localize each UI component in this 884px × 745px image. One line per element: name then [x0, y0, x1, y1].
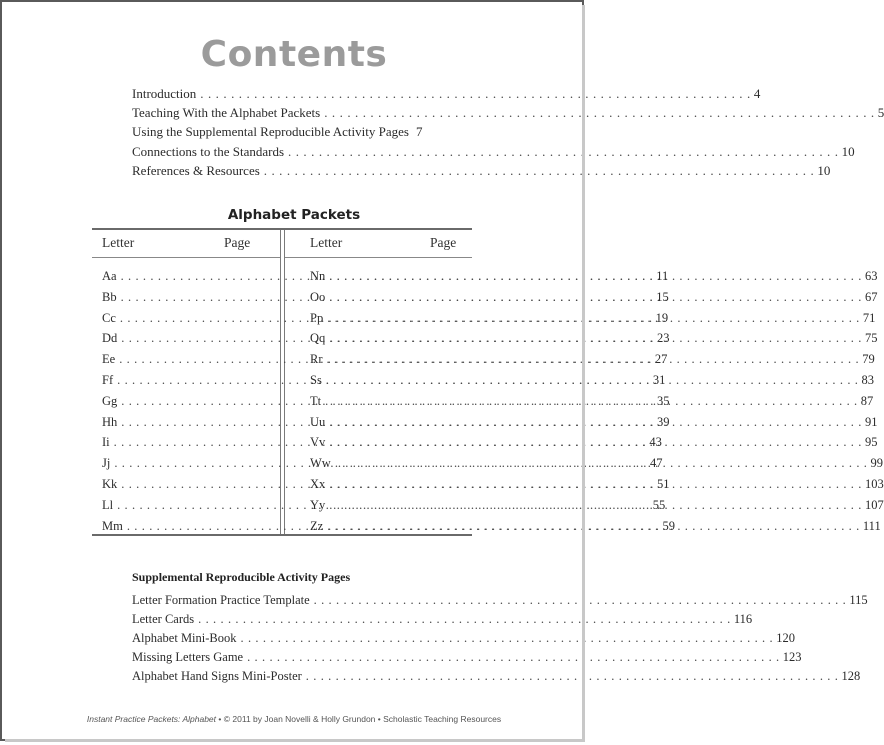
entry-label: Introduction [132, 86, 197, 101]
entry-label: Letter Cards [132, 612, 195, 626]
dot-leader [329, 495, 862, 516]
entry-page-number: 7 [415, 124, 423, 140]
contents-entry [132, 103, 884, 122]
dot-leader [335, 453, 868, 474]
entry-page-number: 115 [849, 593, 868, 607]
contents-entry [132, 142, 855, 161]
entry-label: Xx [310, 476, 326, 491]
entry-label: Alphabet Hand Signs Mini-Poster [132, 669, 302, 683]
entry-label: Ll [102, 497, 114, 512]
supplemental-entry [132, 610, 753, 629]
entry-page-number: 79 [862, 352, 875, 367]
entry-label: Ff [102, 372, 114, 387]
contents-entry [132, 122, 423, 141]
dot-leader [264, 161, 815, 180]
entry-label: Bb [102, 289, 117, 304]
entry-label: Mm [102, 518, 123, 533]
left-page-header: Page [224, 235, 251, 250]
entry-page-number: 23 [656, 331, 670, 346]
entry-label: Missing Letters Game [132, 650, 244, 664]
entry-page-number: 63 [864, 269, 878, 283]
supplemental-entry [132, 667, 861, 686]
entry-label: Ww [310, 456, 331, 471]
dot-leader [329, 474, 862, 495]
entry-label: Vv [310, 435, 326, 450]
dot-leader [247, 648, 780, 667]
entry-page-number: 15 [656, 289, 669, 304]
entry-label: References & Resources [132, 162, 260, 178]
dot-leader [306, 667, 839, 686]
dot-leader [329, 432, 862, 453]
dot-leader [326, 370, 859, 391]
entry-page-number: 5 [877, 105, 884, 121]
entry-page-number: 27 [654, 352, 668, 367]
contents-entry [132, 84, 761, 103]
entry-page-number: 123 [782, 650, 802, 664]
supplemental-entry [132, 591, 868, 610]
dot-leader [327, 349, 860, 370]
contents-entry [132, 161, 831, 180]
dot-leader [329, 328, 862, 349]
entry-label: Ss [310, 372, 322, 387]
intro-contents-list [132, 84, 884, 180]
supplemental-heading: Supplemental Reproducible Activity Pages [132, 570, 351, 584]
entry-page-number: 95 [864, 435, 878, 450]
dot-leader [241, 629, 774, 648]
dot-leader [327, 308, 860, 329]
entry-page-number: 19 [655, 310, 669, 325]
entry-page-number: 75 [864, 331, 878, 346]
entry-label: Yy [310, 497, 326, 512]
entry-page-number: 39 [656, 414, 670, 429]
right-header-rule [285, 257, 472, 258]
right-letter-header: Letter [310, 235, 343, 250]
entry-page-number: 55 [652, 497, 666, 512]
entry-label: Cc [102, 310, 116, 325]
entry-label: Using the Supplemental Reproducible Activity Pages [132, 124, 409, 140]
entry-label: Qq [310, 331, 326, 346]
entry-page-number: 11 [656, 269, 669, 283]
supplemental-list [132, 591, 868, 686]
entry-label: Gg [102, 393, 118, 408]
entry-page-number: 51 [656, 476, 670, 491]
entry-page-number: 111 [862, 518, 881, 533]
dot-leader [327, 516, 860, 537]
entry-label: Alphabet Mini-Book [132, 631, 237, 645]
entry-page-number: 31 [652, 372, 666, 387]
entry-label: Hh [102, 414, 118, 429]
dot-leader [198, 610, 731, 629]
entry-page-number: 91 [864, 414, 878, 429]
entry-label: Jj [102, 456, 111, 471]
supplemental-entry [132, 629, 795, 648]
footer-publisher: Scholastic Teaching Resources [383, 714, 502, 724]
supplemental-section [132, 569, 868, 686]
left-header-rule [92, 257, 280, 258]
entry-page-number: 71 [862, 310, 876, 325]
entry-label: Teaching With the Alphabet Packets [132, 105, 321, 121]
entry-page-number: 128 [841, 669, 861, 683]
entry-page-number: 43 [649, 435, 662, 450]
dot-leader [314, 591, 847, 610]
entry-label: Nn [310, 269, 326, 283]
dot-leader [200, 84, 751, 103]
dot-leader [325, 391, 858, 412]
entry-page-number: 116 [733, 612, 753, 626]
entry-page-number: 4 [753, 86, 761, 101]
entry-label: Ii [102, 435, 110, 450]
entry-page-number: 83 [861, 372, 875, 387]
entry-page-number: 120 [776, 631, 795, 645]
dot-leader [329, 287, 862, 308]
entry-label: Zz [310, 518, 324, 533]
entry-page-number: 107 [864, 497, 884, 512]
entry-label: Connections to the Standards [132, 143, 285, 159]
entry-label: Aa [102, 269, 117, 283]
entry-page-number: 103 [864, 476, 884, 491]
dot-leader [288, 142, 839, 161]
footer-copyright: © 2011 by Joan Novelli & Holly Grundon [223, 714, 376, 724]
entry-page-number: 87 [860, 393, 874, 408]
dot-leader [329, 412, 862, 433]
entry-page-number: 47 [650, 456, 663, 471]
entry-page-number: 10 [817, 162, 831, 178]
dot-leader [324, 103, 875, 122]
alphabet-packets-title: Alphabet Packets [227, 207, 361, 223]
right-page-header: Page [430, 235, 457, 250]
entry-label: Uu [310, 414, 326, 429]
entry-label: Kk [102, 476, 118, 491]
entry-label: Dd [102, 331, 118, 346]
entry-label: Oo [310, 289, 326, 304]
dot-leader [329, 266, 862, 287]
entry-page-number: 35 [656, 393, 670, 408]
entry-label: Rr [310, 352, 323, 367]
alphabet-packets-table [92, 228, 884, 536]
entry-page-number: 59 [662, 518, 676, 533]
entry-label: Letter Formation Practice Template [132, 593, 310, 607]
page-footer [2, 714, 586, 724]
footer-separator: • [377, 714, 381, 724]
entry-page-number: 99 [870, 456, 884, 471]
entry-page-number: 67 [864, 289, 878, 304]
footer-book-title: Instant Practice Packets: Alphabet [86, 714, 217, 724]
entry-label: Pp [310, 310, 324, 325]
entry-label: Tt [310, 393, 322, 408]
entry-page-number: 10 [841, 143, 855, 159]
footer-separator: • [218, 714, 222, 724]
page-title: Contents [200, 34, 388, 75]
left-letter-header: Letter [102, 235, 135, 250]
entry-label: Ee [102, 352, 116, 367]
supplemental-entry [132, 648, 802, 667]
